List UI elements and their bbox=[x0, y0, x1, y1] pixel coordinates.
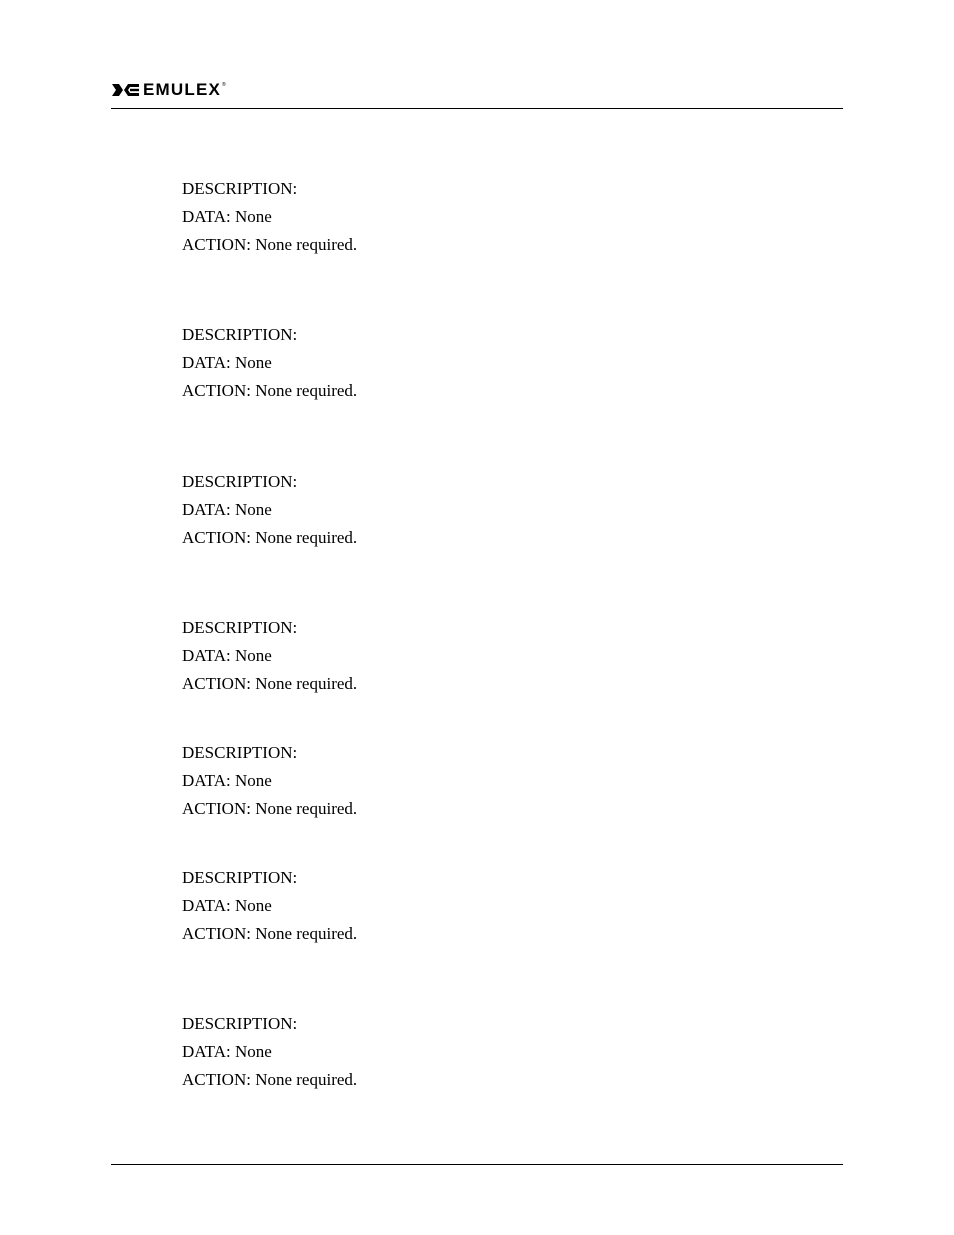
entry-description: DESCRIPTION: bbox=[182, 325, 298, 344]
entry-action: ACTION: None required. bbox=[182, 1070, 358, 1089]
message-entry bbox=[182, 1010, 782, 1094]
emulex-logo bbox=[111, 82, 226, 98]
entry-description: DESCRIPTION: bbox=[182, 179, 298, 198]
footer-divider bbox=[111, 1164, 843, 1165]
entry-data: DATA: None bbox=[182, 771, 272, 790]
entry-data: DATA: None bbox=[182, 353, 272, 372]
logo-wordmark: EMULEX bbox=[143, 80, 222, 99]
emulex-logo-mark-icon bbox=[111, 82, 140, 98]
entry-action: ACTION: None required. bbox=[182, 235, 358, 254]
entry-description: DESCRIPTION: bbox=[182, 743, 298, 762]
message-entry bbox=[182, 864, 782, 948]
message-entry bbox=[182, 614, 782, 698]
entry-data: DATA: None bbox=[182, 646, 272, 665]
entry-action: ACTION: None required. bbox=[182, 381, 358, 400]
entry-data: DATA: None bbox=[182, 1042, 272, 1061]
message-entry bbox=[182, 468, 782, 552]
entry-description: DESCRIPTION: bbox=[182, 868, 298, 887]
message-entry bbox=[182, 739, 782, 823]
entry-description: DESCRIPTION: bbox=[182, 472, 298, 491]
header-divider bbox=[111, 108, 843, 109]
entry-data: DATA: None bbox=[182, 896, 272, 915]
entry-description: DESCRIPTION: bbox=[182, 618, 298, 637]
page-header bbox=[111, 78, 843, 110]
entry-action: ACTION: None required. bbox=[182, 528, 358, 547]
entry-data: DATA: None bbox=[182, 207, 272, 226]
entry-description: DESCRIPTION: bbox=[182, 1014, 298, 1033]
message-entry bbox=[182, 321, 782, 405]
logo-trademark: ® bbox=[222, 82, 226, 88]
entry-action: ACTION: None required. bbox=[182, 924, 358, 943]
entry-data: DATA: None bbox=[182, 500, 272, 519]
message-entry bbox=[182, 175, 782, 259]
entry-action: ACTION: None required. bbox=[182, 799, 358, 818]
entry-action: ACTION: None required. bbox=[182, 674, 358, 693]
